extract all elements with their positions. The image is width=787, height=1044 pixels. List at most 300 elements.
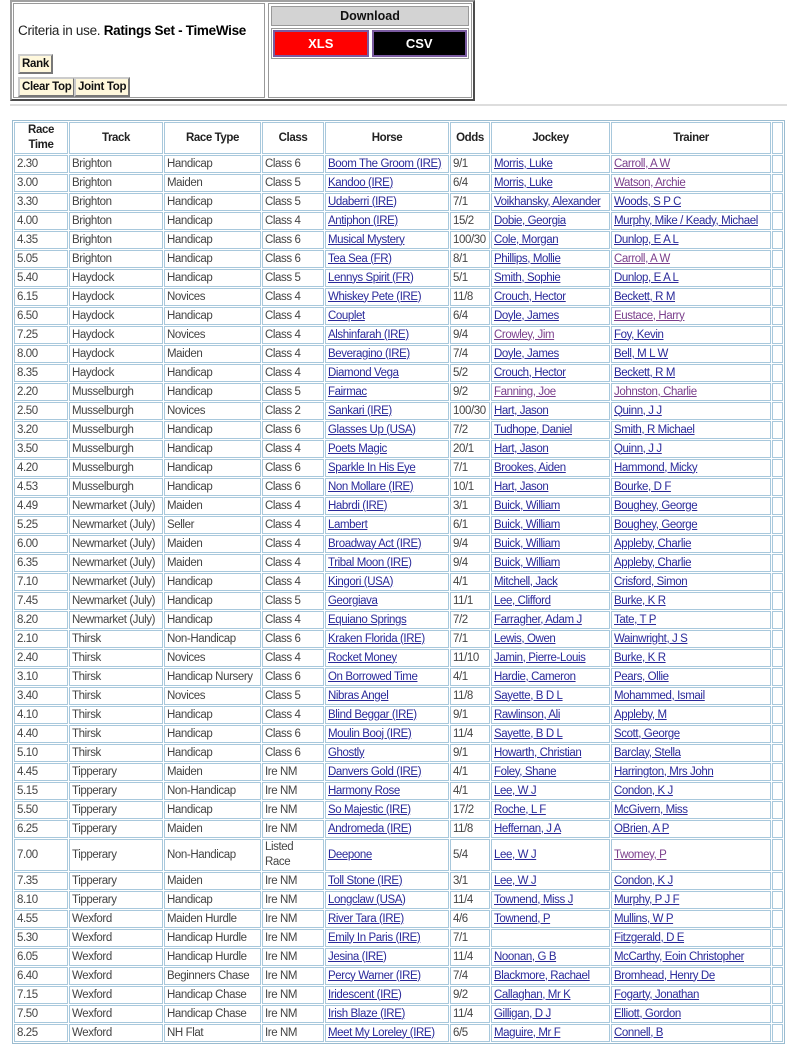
table-row <box>14 782 783 800</box>
race-type-cell: Maiden <box>164 763 261 781</box>
horse-link[interactable]: Whiskey Pete (IRE) <box>328 290 422 303</box>
table-row <box>14 967 783 985</box>
rank-button[interactable]: Rank <box>18 54 53 74</box>
trainer-link[interactable]: Fitzgerald, D E <box>614 931 685 944</box>
trainer-link[interactable]: Pears, Ollie <box>614 670 669 683</box>
race-type-cell: Maiden <box>164 345 261 363</box>
track-cell: Thirsk <box>69 649 163 667</box>
column-header-race-type[interactable]: Race Type <box>164 122 261 154</box>
trainer-link[interactable]: Dunlop, E A L <box>614 233 679 246</box>
horse-link[interactable]: Equiano Springs <box>328 613 407 626</box>
horse-link[interactable]: Tribal Moon (IRE) <box>328 556 412 569</box>
joint-top-button[interactable]: Joint Top <box>74 77 130 97</box>
trainer-link[interactable]: Johnston, Charlie <box>614 385 697 398</box>
class-cell: Class 6 <box>262 250 324 268</box>
jockey-link[interactable]: Brookes, Aiden <box>494 461 566 474</box>
csv-download-button[interactable]: CSV <box>372 30 468 57</box>
track-cell: Tipperary <box>69 801 163 819</box>
horse-cell <box>325 345 449 363</box>
trainer-link[interactable]: Harrington, Mrs John <box>614 765 714 778</box>
table-row <box>14 250 783 268</box>
race-time-cell: 8.35 <box>14 364 68 382</box>
jockey-link[interactable]: Buick, William <box>494 499 560 512</box>
trainer-cell <box>611 478 771 496</box>
trainer-cell <box>611 231 771 249</box>
column-header-trainer[interactable]: Trainer <box>611 122 771 154</box>
jockey-link[interactable]: Lewis, Owen <box>494 632 556 645</box>
trainer-link[interactable]: Murphy, Mike / Keady, Michael <box>614 214 758 227</box>
trainer-link[interactable]: Bourke, D F <box>614 480 671 493</box>
track-cell: Musselburgh <box>69 440 163 458</box>
race-time-cell: 5.15 <box>14 782 68 800</box>
race-time-cell: 3.00 <box>14 174 68 192</box>
trainer-link[interactable]: Quinn, J J <box>614 404 662 417</box>
horse-link[interactable]: Rocket Money <box>328 651 397 664</box>
extra-cell <box>772 668 783 686</box>
race-time-cell: 3.20 <box>14 421 68 439</box>
horse-link[interactable]: Emily In Paris (IRE) <box>328 931 421 944</box>
jockey-link[interactable]: Noonan, G B <box>494 950 557 963</box>
jockey-cell <box>491 288 610 306</box>
jockey-cell <box>491 269 610 287</box>
jockey-link[interactable]: Rawlinson, Ali <box>494 708 560 721</box>
trainer-link[interactable]: Condon, K J <box>614 874 673 887</box>
trainer-link[interactable]: Foy, Kevin <box>614 328 664 341</box>
horse-cell <box>325 910 449 928</box>
track-cell: Newmarket (July) <box>69 554 163 572</box>
table-row <box>14 212 783 230</box>
trainer-link[interactable]: Dunlop, E A L <box>614 271 679 284</box>
column-header-track[interactable]: Track <box>69 122 163 154</box>
jockey-link[interactable]: Gilligan, D J <box>494 1007 551 1020</box>
horse-link[interactable]: Non Mollare (IRE) <box>328 480 414 493</box>
horse-cell <box>325 497 449 515</box>
extra-cell <box>772 516 783 534</box>
class-cell: Class 4 <box>262 535 324 553</box>
horse-link[interactable]: Alshinfarah (IRE) <box>328 328 409 341</box>
jockey-link[interactable]: Jamin, Pierre-Louis <box>494 651 586 664</box>
extra-cell <box>772 193 783 211</box>
odds-cell: 4/1 <box>450 782 490 800</box>
horse-link[interactable]: Sparkle In His Eye <box>328 461 416 474</box>
jockey-cell <box>491 364 610 382</box>
race-time-cell: 2.30 <box>14 155 68 173</box>
race-time-cell: 6.05 <box>14 948 68 966</box>
horse-link[interactable]: Lambert <box>328 518 368 531</box>
trainer-cell <box>611 345 771 363</box>
jockey-link[interactable]: Sayette, B D L <box>494 689 563 702</box>
jockey-cell <box>491 668 610 686</box>
races-table <box>12 120 785 1044</box>
class-cell: Class 4 <box>262 364 324 382</box>
jockey-cell <box>491 440 610 458</box>
odds-cell: 100/30 <box>450 402 490 420</box>
jockey-link[interactable]: Doyle, James <box>494 347 559 360</box>
trainer-link[interactable]: McCarthy, Eoin Christopher <box>614 950 744 963</box>
jockey-link[interactable]: Dobie, Georgia <box>494 214 566 227</box>
race-type-cell: Handicap <box>164 592 261 610</box>
jockey-cell <box>491 1005 610 1023</box>
jockey-link[interactable]: Lee, W J <box>494 784 537 797</box>
extra-cell <box>772 986 783 1004</box>
horse-link[interactable]: Poets Magic <box>328 442 387 455</box>
odds-cell: 7/1 <box>450 193 490 211</box>
trainer-cell <box>611 383 771 401</box>
trainer-link[interactable]: Barclay, Stella <box>614 746 681 759</box>
jockey-cell <box>491 839 610 871</box>
horse-link[interactable]: Antiphon (IRE) <box>328 214 398 227</box>
extra-cell <box>772 573 783 591</box>
horse-link[interactable]: Harmony Rose <box>328 784 400 797</box>
jockey-cell <box>491 967 610 985</box>
race-type-cell: Handicap <box>164 155 261 173</box>
horse-cell <box>325 948 449 966</box>
jockey-cell <box>491 307 610 325</box>
class-cell: Ire NM <box>262 891 324 909</box>
trainer-link[interactable]: Mohammed, Ismail <box>614 689 705 702</box>
odds-cell: 4/6 <box>450 910 490 928</box>
download-cell <box>268 3 472 98</box>
table-row <box>14 345 783 363</box>
horse-cell <box>325 668 449 686</box>
trainer-link[interactable]: Crisford, Simon <box>614 575 688 588</box>
jockey-link[interactable]: Morris, Luke <box>494 157 553 170</box>
horse-link[interactable]: Broadway Act (IRE) <box>328 537 422 550</box>
column-header-horse[interactable]: Horse <box>325 122 449 154</box>
horse-cell <box>325 891 449 909</box>
jockey-link[interactable]: Lee, W J <box>494 874 537 887</box>
race-time-cell: 3.30 <box>14 193 68 211</box>
jockey-link[interactable]: Foley, Shane <box>494 765 557 778</box>
horse-link[interactable]: Habrdi (IRE) <box>328 499 388 512</box>
jockey-link[interactable]: Morris, Luke <box>494 176 553 189</box>
jockey-cell <box>491 630 610 648</box>
trainer-link[interactable]: Hammond, Micky <box>614 461 698 474</box>
odds-cell: 4/1 <box>450 668 490 686</box>
track-cell: Musselburgh <box>69 478 163 496</box>
race-type-cell: Handicap <box>164 193 261 211</box>
extra-cell <box>772 967 783 985</box>
trainer-cell <box>611 763 771 781</box>
horse-link[interactable]: Kingori (USA) <box>328 575 394 588</box>
jockey-cell <box>491 573 610 591</box>
horse-cell <box>325 402 449 420</box>
trainer-link[interactable]: Bell, M L W <box>614 347 668 360</box>
table-row <box>14 364 783 382</box>
trainer-cell <box>611 288 771 306</box>
jockey-cell <box>491 782 610 800</box>
odds-cell: 11/1 <box>450 592 490 610</box>
trainer-cell <box>611 872 771 890</box>
trainer-link[interactable]: Beckett, R M <box>614 366 676 379</box>
jockey-cell <box>491 763 610 781</box>
track-cell: Wexford <box>69 1024 163 1042</box>
horse-cell <box>325 1005 449 1023</box>
trainer-link[interactable]: Appleby, M <box>614 708 667 721</box>
jockey-link[interactable]: Sayette, B D L <box>494 727 563 740</box>
odds-cell: 11/4 <box>450 948 490 966</box>
trainer-link[interactable]: OBrien, A P <box>614 822 670 835</box>
table-row <box>14 948 783 966</box>
horse-link[interactable]: Percy Warner (IRE) <box>328 969 421 982</box>
column-header-odds[interactable]: Odds <box>450 122 490 154</box>
race-type-cell: Maiden <box>164 554 261 572</box>
trainer-cell <box>611 668 771 686</box>
jockey-link[interactable]: Townend, P <box>494 912 551 925</box>
jockey-cell <box>491 592 610 610</box>
extra-cell <box>772 497 783 515</box>
horse-link[interactable]: Udaberri (IRE) <box>328 195 397 208</box>
horse-link[interactable]: Musical Mystery <box>328 233 405 246</box>
odds-cell: 6/5 <box>450 1024 490 1042</box>
jockey-link[interactable]: Smith, Sophie <box>494 271 561 284</box>
track-cell: Thirsk <box>69 706 163 724</box>
horse-link[interactable]: Moulin Booj (IRE) <box>328 727 412 740</box>
jockey-link[interactable]: Lee, W J <box>494 848 537 861</box>
trainer-link[interactable]: Burke, K R <box>614 651 666 664</box>
jockey-link[interactable]: Cole, Morgan <box>494 233 559 246</box>
horse-link[interactable]: Glasses Up (USA) <box>328 423 416 436</box>
horse-link[interactable]: So Majestic (IRE) <box>328 803 411 816</box>
trainer-link[interactable]: Boughey, George <box>614 518 698 531</box>
jockey-cell <box>491 326 610 344</box>
trainer-link[interactable]: Appleby, Charlie <box>614 537 692 550</box>
horse-link[interactable]: Tea Sea (FR) <box>328 252 392 265</box>
trainer-link[interactable]: Fogarty, Jonathan <box>614 988 700 1001</box>
jockey-link[interactable]: Hart, Jason <box>494 404 549 417</box>
trainer-link[interactable]: Tate, T P <box>614 613 657 626</box>
class-cell: Class 4 <box>262 554 324 572</box>
trainer-cell <box>611 910 771 928</box>
trainer-link[interactable]: Carroll, A W <box>614 252 670 265</box>
race-type-cell: Handicap <box>164 269 261 287</box>
trainer-cell <box>611 250 771 268</box>
clear-top-button[interactable]: Clear Top <box>18 77 75 97</box>
horse-link[interactable]: Ghostly <box>328 746 365 759</box>
table-row <box>14 288 783 306</box>
trainer-link[interactable]: Scott, George <box>614 727 680 740</box>
trainer-link[interactable]: Murphy, P J F <box>614 893 680 906</box>
track-cell: Tipperary <box>69 891 163 909</box>
jockey-link[interactable]: Buick, William <box>494 556 560 569</box>
track-cell: Brighton <box>69 193 163 211</box>
trainer-link[interactable]: Wainwright, J S <box>614 632 688 645</box>
table-row <box>14 497 783 515</box>
trainer-cell <box>611 801 771 819</box>
horse-link[interactable]: Iridescent (IRE) <box>328 988 402 1001</box>
horse-cell <box>325 554 449 572</box>
jockey-link[interactable]: Buick, William <box>494 537 560 550</box>
jockey-link[interactable]: Hart, Jason <box>494 442 549 455</box>
trainer-link[interactable]: Quinn, J J <box>614 442 662 455</box>
jockey-link[interactable]: Tudhope, Daniel <box>494 423 572 436</box>
extra-cell <box>772 910 783 928</box>
race-type-cell: Handicap Chase <box>164 986 261 1004</box>
extra-cell <box>772 155 783 173</box>
trainer-link[interactable]: Carroll, A W <box>614 157 670 170</box>
trainer-link[interactable]: Eustace, Harry <box>614 309 685 322</box>
table-row <box>14 820 783 838</box>
trainer-link[interactable]: Twomey, P <box>614 848 667 861</box>
track-cell: Thirsk <box>69 687 163 705</box>
table-row <box>14 839 783 871</box>
jockey-link[interactable]: Hart, Jason <box>494 480 549 493</box>
horse-link[interactable]: Lennys Spirit (FR) <box>328 271 414 284</box>
odds-cell: 4/1 <box>450 573 490 591</box>
race-time-cell: 3.50 <box>14 440 68 458</box>
jockey-link[interactable]: Crouch, Hector <box>494 366 566 379</box>
table-row <box>14 872 783 890</box>
track-cell: Newmarket (July) <box>69 611 163 629</box>
trainer-link[interactable]: Connell, B <box>614 1026 664 1039</box>
horse-link[interactable]: Fairmac <box>328 385 367 398</box>
horse-link[interactable]: Sankari (IRE) <box>328 404 392 417</box>
jockey-cell <box>491 1024 610 1042</box>
trainer-cell <box>611 554 771 572</box>
table-row <box>14 383 783 401</box>
column-header-extra[interactable] <box>772 122 783 154</box>
race-time-cell: 8.20 <box>14 611 68 629</box>
race-type-cell: Handicap Nursery <box>164 668 261 686</box>
race-type-cell: Maiden Hurdle <box>164 910 261 928</box>
class-cell: Class 5 <box>262 592 324 610</box>
extra-cell <box>772 326 783 344</box>
track-cell: Haydock <box>69 345 163 363</box>
race-time-cell: 6.35 <box>14 554 68 572</box>
trainer-link[interactable]: Burke, K R <box>614 594 666 607</box>
jockey-link[interactable]: Fanning, Joe <box>494 385 556 398</box>
table-row <box>14 592 783 610</box>
trainer-link[interactable]: Condon, K J <box>614 784 673 797</box>
horse-link[interactable]: Kandoo (IRE) <box>328 176 393 189</box>
race-time-cell: 4.10 <box>14 706 68 724</box>
horse-link[interactable]: Kraken Florida (IRE) <box>328 632 425 645</box>
odds-cell: 3/1 <box>450 497 490 515</box>
jockey-link[interactable]: Crouch, Hector <box>494 290 566 303</box>
trainer-link[interactable]: Watson, Archie <box>614 176 686 189</box>
horse-link[interactable]: Georgiava <box>328 594 378 607</box>
race-type-cell: Handicap <box>164 891 261 909</box>
trainer-cell <box>611 421 771 439</box>
jockey-link[interactable]: Heffernan, J A <box>494 822 562 835</box>
jockey-cell <box>491 212 610 230</box>
horse-link[interactable]: Beveragino (IRE) <box>328 347 410 360</box>
race-time-cell: 2.40 <box>14 649 68 667</box>
jockey-link[interactable]: Crowley, Jim <box>494 328 555 341</box>
trainer-cell <box>611 929 771 947</box>
jockey-link[interactable]: Maguire, Mr F <box>494 1026 561 1039</box>
trainer-link[interactable]: Woods, S P C <box>614 195 682 208</box>
horse-link[interactable]: Toll Stone (IRE) <box>328 874 403 887</box>
column-header-race-time[interactable]: Race Time <box>14 122 68 154</box>
horse-link[interactable]: Longclaw (USA) <box>328 893 406 906</box>
horse-link[interactable]: On Borrowed Time <box>328 670 418 683</box>
trainer-cell <box>611 706 771 724</box>
odds-cell: 5/2 <box>450 364 490 382</box>
trainer-cell <box>611 535 771 553</box>
trainer-cell <box>611 630 771 648</box>
table-row <box>14 440 783 458</box>
jockey-link[interactable]: Farragher, Adam J <box>494 613 582 626</box>
table-row <box>14 231 783 249</box>
race-time-cell: 6.40 <box>14 967 68 985</box>
jockey-link[interactable]: Howarth, Christian <box>494 746 582 759</box>
race-time-cell: 4.49 <box>14 497 68 515</box>
trainer-link[interactable]: Mullins, W P <box>614 912 674 925</box>
jockey-link[interactable]: Hardie, Cameron <box>494 670 576 683</box>
horse-link[interactable]: Deepone <box>328 848 372 861</box>
trainer-link[interactable]: Elliott, Gordon <box>614 1007 681 1020</box>
table-row <box>14 535 783 553</box>
trainer-link[interactable]: Bromhead, Henry De <box>614 969 715 982</box>
trainer-link[interactable]: Beckett, R M <box>614 290 676 303</box>
horse-link[interactable]: Diamond Vega <box>328 366 399 379</box>
table-row <box>14 421 783 439</box>
horse-link[interactable]: Jesina (IRE) <box>328 950 387 963</box>
horse-link[interactable]: Couplet <box>328 309 365 322</box>
jockey-link[interactable]: Mitchell, Jack <box>494 575 558 588</box>
odds-cell: 3/1 <box>450 872 490 890</box>
jockey-link[interactable]: Doyle, James <box>494 309 559 322</box>
track-cell: Brighton <box>69 155 163 173</box>
track-cell: Brighton <box>69 250 163 268</box>
race-type-cell: Handicap <box>164 611 261 629</box>
horse-cell <box>325 307 449 325</box>
race-time-cell: 6.50 <box>14 307 68 325</box>
horse-link[interactable]: Meet My Loreley (IRE) <box>328 1026 435 1039</box>
horse-link[interactable]: Danvers Gold (IRE) <box>328 765 422 778</box>
trainer-link[interactable]: McGivern, Miss <box>614 803 688 816</box>
jockey-cell <box>491 421 610 439</box>
table-row <box>14 193 783 211</box>
horse-link[interactable]: Irish Blaze (IRE) <box>328 1007 405 1020</box>
track-cell: Haydock <box>69 326 163 344</box>
trainer-link[interactable]: Appleby, Charlie <box>614 556 692 569</box>
horse-link[interactable]: Boom The Groom (IRE) <box>328 157 442 170</box>
horse-cell <box>325 421 449 439</box>
race-time-cell: 5.25 <box>14 516 68 534</box>
trainer-link[interactable]: Smith, R Michael <box>614 423 695 436</box>
xls-download-button[interactable]: XLS <box>273 30 369 57</box>
jockey-link[interactable]: Roche, L F <box>494 803 546 816</box>
track-cell: Newmarket (July) <box>69 573 163 591</box>
jockey-link[interactable]: Blackmore, Rachael <box>494 969 590 982</box>
odds-cell: 9/4 <box>450 554 490 572</box>
table-row <box>14 611 783 629</box>
trainer-cell <box>611 155 771 173</box>
horse-link[interactable]: Nibras Angel <box>328 689 389 702</box>
jockey-link[interactable]: Voikhansky, Alexander <box>494 195 601 208</box>
jockey-cell <box>491 231 610 249</box>
race-time-cell: 5.50 <box>14 801 68 819</box>
jockey-link[interactable]: Buick, William <box>494 518 560 531</box>
horse-cell <box>325 929 449 947</box>
column-header-jockey[interactable]: Jockey <box>491 122 610 154</box>
track-cell: Wexford <box>69 948 163 966</box>
race-type-cell: Handicap <box>164 364 261 382</box>
horse-link[interactable]: Blind Beggar (IRE) <box>328 708 417 721</box>
jockey-cell <box>491 554 610 572</box>
horse-link[interactable]: River Tara (IRE) <box>328 912 404 925</box>
jockey-link[interactable]: Townend, Miss J <box>494 893 574 906</box>
horse-link[interactable]: Andromeda (IRE) <box>328 822 412 835</box>
jockey-link[interactable]: Lee, Clifford <box>494 594 551 607</box>
jockey-link[interactable]: Phillips, Mollie <box>494 252 561 265</box>
horse-cell <box>325 801 449 819</box>
trainer-link[interactable]: Boughey, George <box>614 499 698 512</box>
column-header-class[interactable]: Class <box>262 122 324 154</box>
jockey-link[interactable]: Callaghan, Mr K <box>494 988 571 1001</box>
